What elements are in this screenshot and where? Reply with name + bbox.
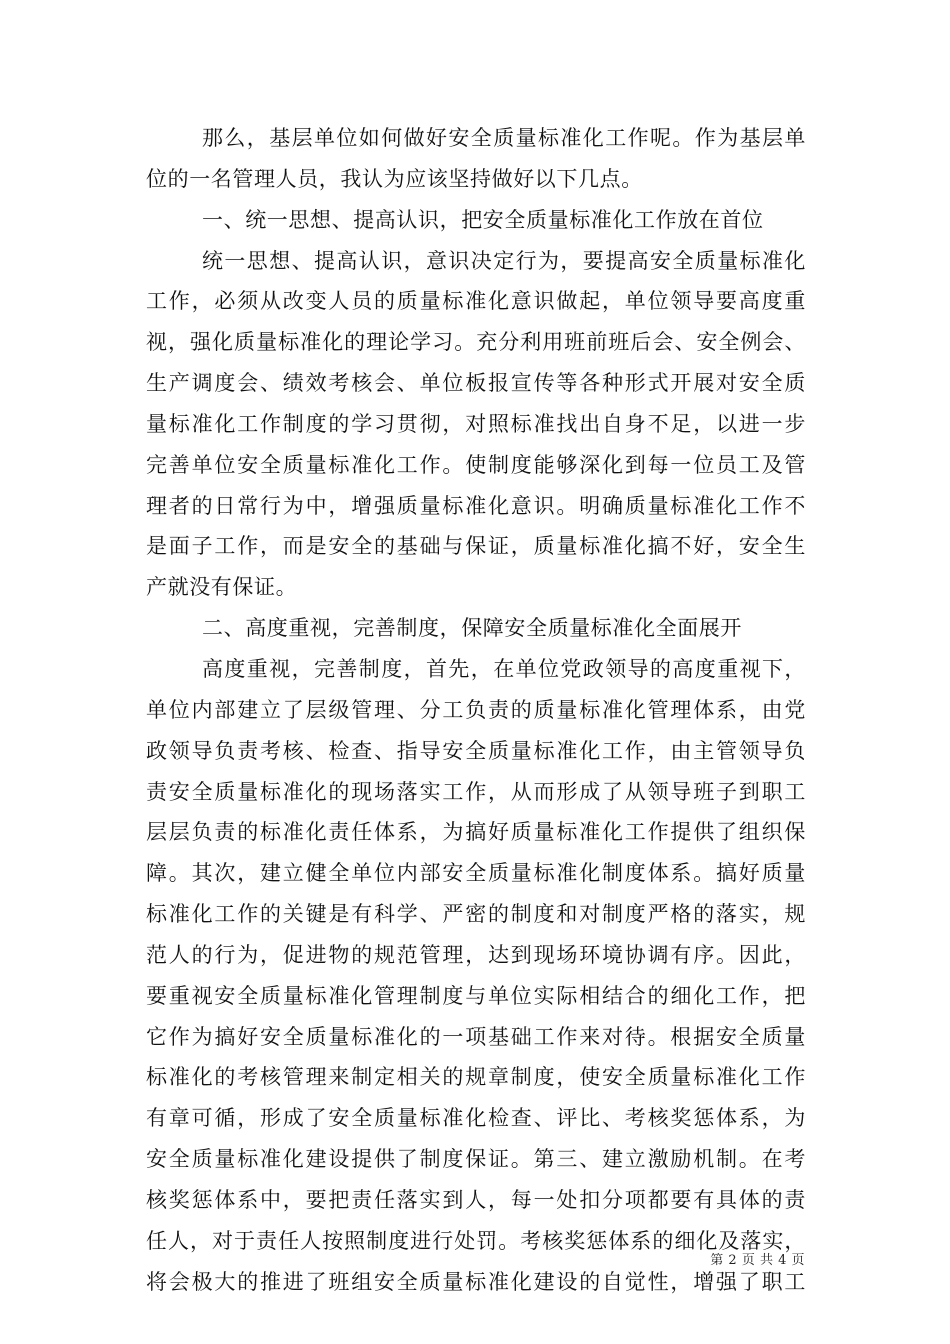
paragraph-line: 那么，基层单位如何做好安全质量标准化工作呢。作为基层单 <box>202 126 806 150</box>
paragraph-line: 理者的日常行为中，增强质量标准化意识。明确质量标准化工作不 <box>146 493 806 518</box>
paragraph-line: 量标准化工作制度的学习贯彻，对照标准找出自身不足，以进一步 <box>146 411 806 436</box>
paragraph-line: 范人的行为，促进物的规范管理，达到现场环境协调有序。因此， <box>146 942 806 967</box>
page-number: 第 2 页 共 4 页 <box>710 1253 805 1268</box>
paragraph-line: 标准化的考核管理来制定相关的规章制度，使安全质量标准化工作 <box>146 1065 806 1090</box>
paragraph-line: 核奖惩体系中，要把责任落实到人，每一处扣分项都要有具体的责 <box>146 1187 806 1212</box>
paragraph-line: 产就没有保证。 <box>146 575 298 600</box>
paragraph-line: 要重视安全质量标准化管理制度与单位实际相结合的细化工作，把 <box>146 983 806 1008</box>
section-heading-2: 二、高度重视，完善制度，保障安全质量标准化全面展开 <box>202 616 742 641</box>
paragraph-line: 责安全质量标准化的现场落实工作，从而形成了从领导班子到职工 <box>146 779 806 804</box>
section-heading-1: 一、统一思想、提高认识，把安全质量标准化工作放在首位 <box>202 207 764 232</box>
paragraph-line: 单位内部建立了层级管理、分工负责的质量标准化管理体系，由党 <box>146 697 806 722</box>
paragraph-line: 高度重视，完善制度，首先，在单位党政领导的高度重视下， <box>202 656 806 681</box>
paragraph-line: 安全质量标准化建设提供了制度保证。第三、建立激励机制。在考 <box>146 1147 806 1172</box>
paragraph-line: 它作为搞好安全质量标准化的一项基础工作来对待。根据安全质量 <box>146 1024 806 1049</box>
paragraph-line: 层层负责的标准化责任体系，为搞好质量标准化工作提供了组织保 <box>146 820 806 845</box>
paragraph-line: 统一思想、提高认识，意识决定行为，要提高安全质量标准化 <box>202 248 806 273</box>
paragraph-line: 将会极大的推进了班组安全质量标准化建设的自觉性，增强了职工 <box>146 1269 806 1294</box>
paragraph-line: 有章可循，形成了安全质量标准化检查、评比、考核奖惩体系，为 <box>146 1106 806 1131</box>
body-text <box>146 118 806 1302</box>
paragraph-line: 完善单位安全质量标准化工作。使制度能够深化到每一位员工及管 <box>146 452 806 477</box>
paragraph-line: 标准化工作的关键是有科学、严密的制度和对制度严格的落实，规 <box>146 902 806 927</box>
paragraph-line: 任人，对于责任人按照制度进行处罚。考核奖惩体系的细化及落实， <box>146 1228 806 1253</box>
paragraph-line: 是面子工作，而是安全的基础与保证，质量标准化搞不好，安全生 <box>146 534 806 559</box>
paragraph-line: 生产调度会、绩效考核会、单位板报宣传等各种形式开展对安全质 <box>146 371 806 396</box>
paragraph-line: 位的一名管理人员，我认为应该坚持做好以下几点。 <box>146 166 643 191</box>
paragraph-line: 障。其次，建立健全单位内部安全质量标准化制度体系。搞好质量 <box>146 861 806 886</box>
paragraph-line: 视，强化质量标准化的理论学习。充分利用班前班后会、安全例会、 <box>146 330 806 355</box>
paragraph-line: 政领导负责考核、检查、指导安全质量标准化工作，由主管领导负 <box>146 738 806 763</box>
paragraph-line: 工作，必须从改变人员的质量标准化意识做起，单位领导要高度重 <box>146 289 806 314</box>
